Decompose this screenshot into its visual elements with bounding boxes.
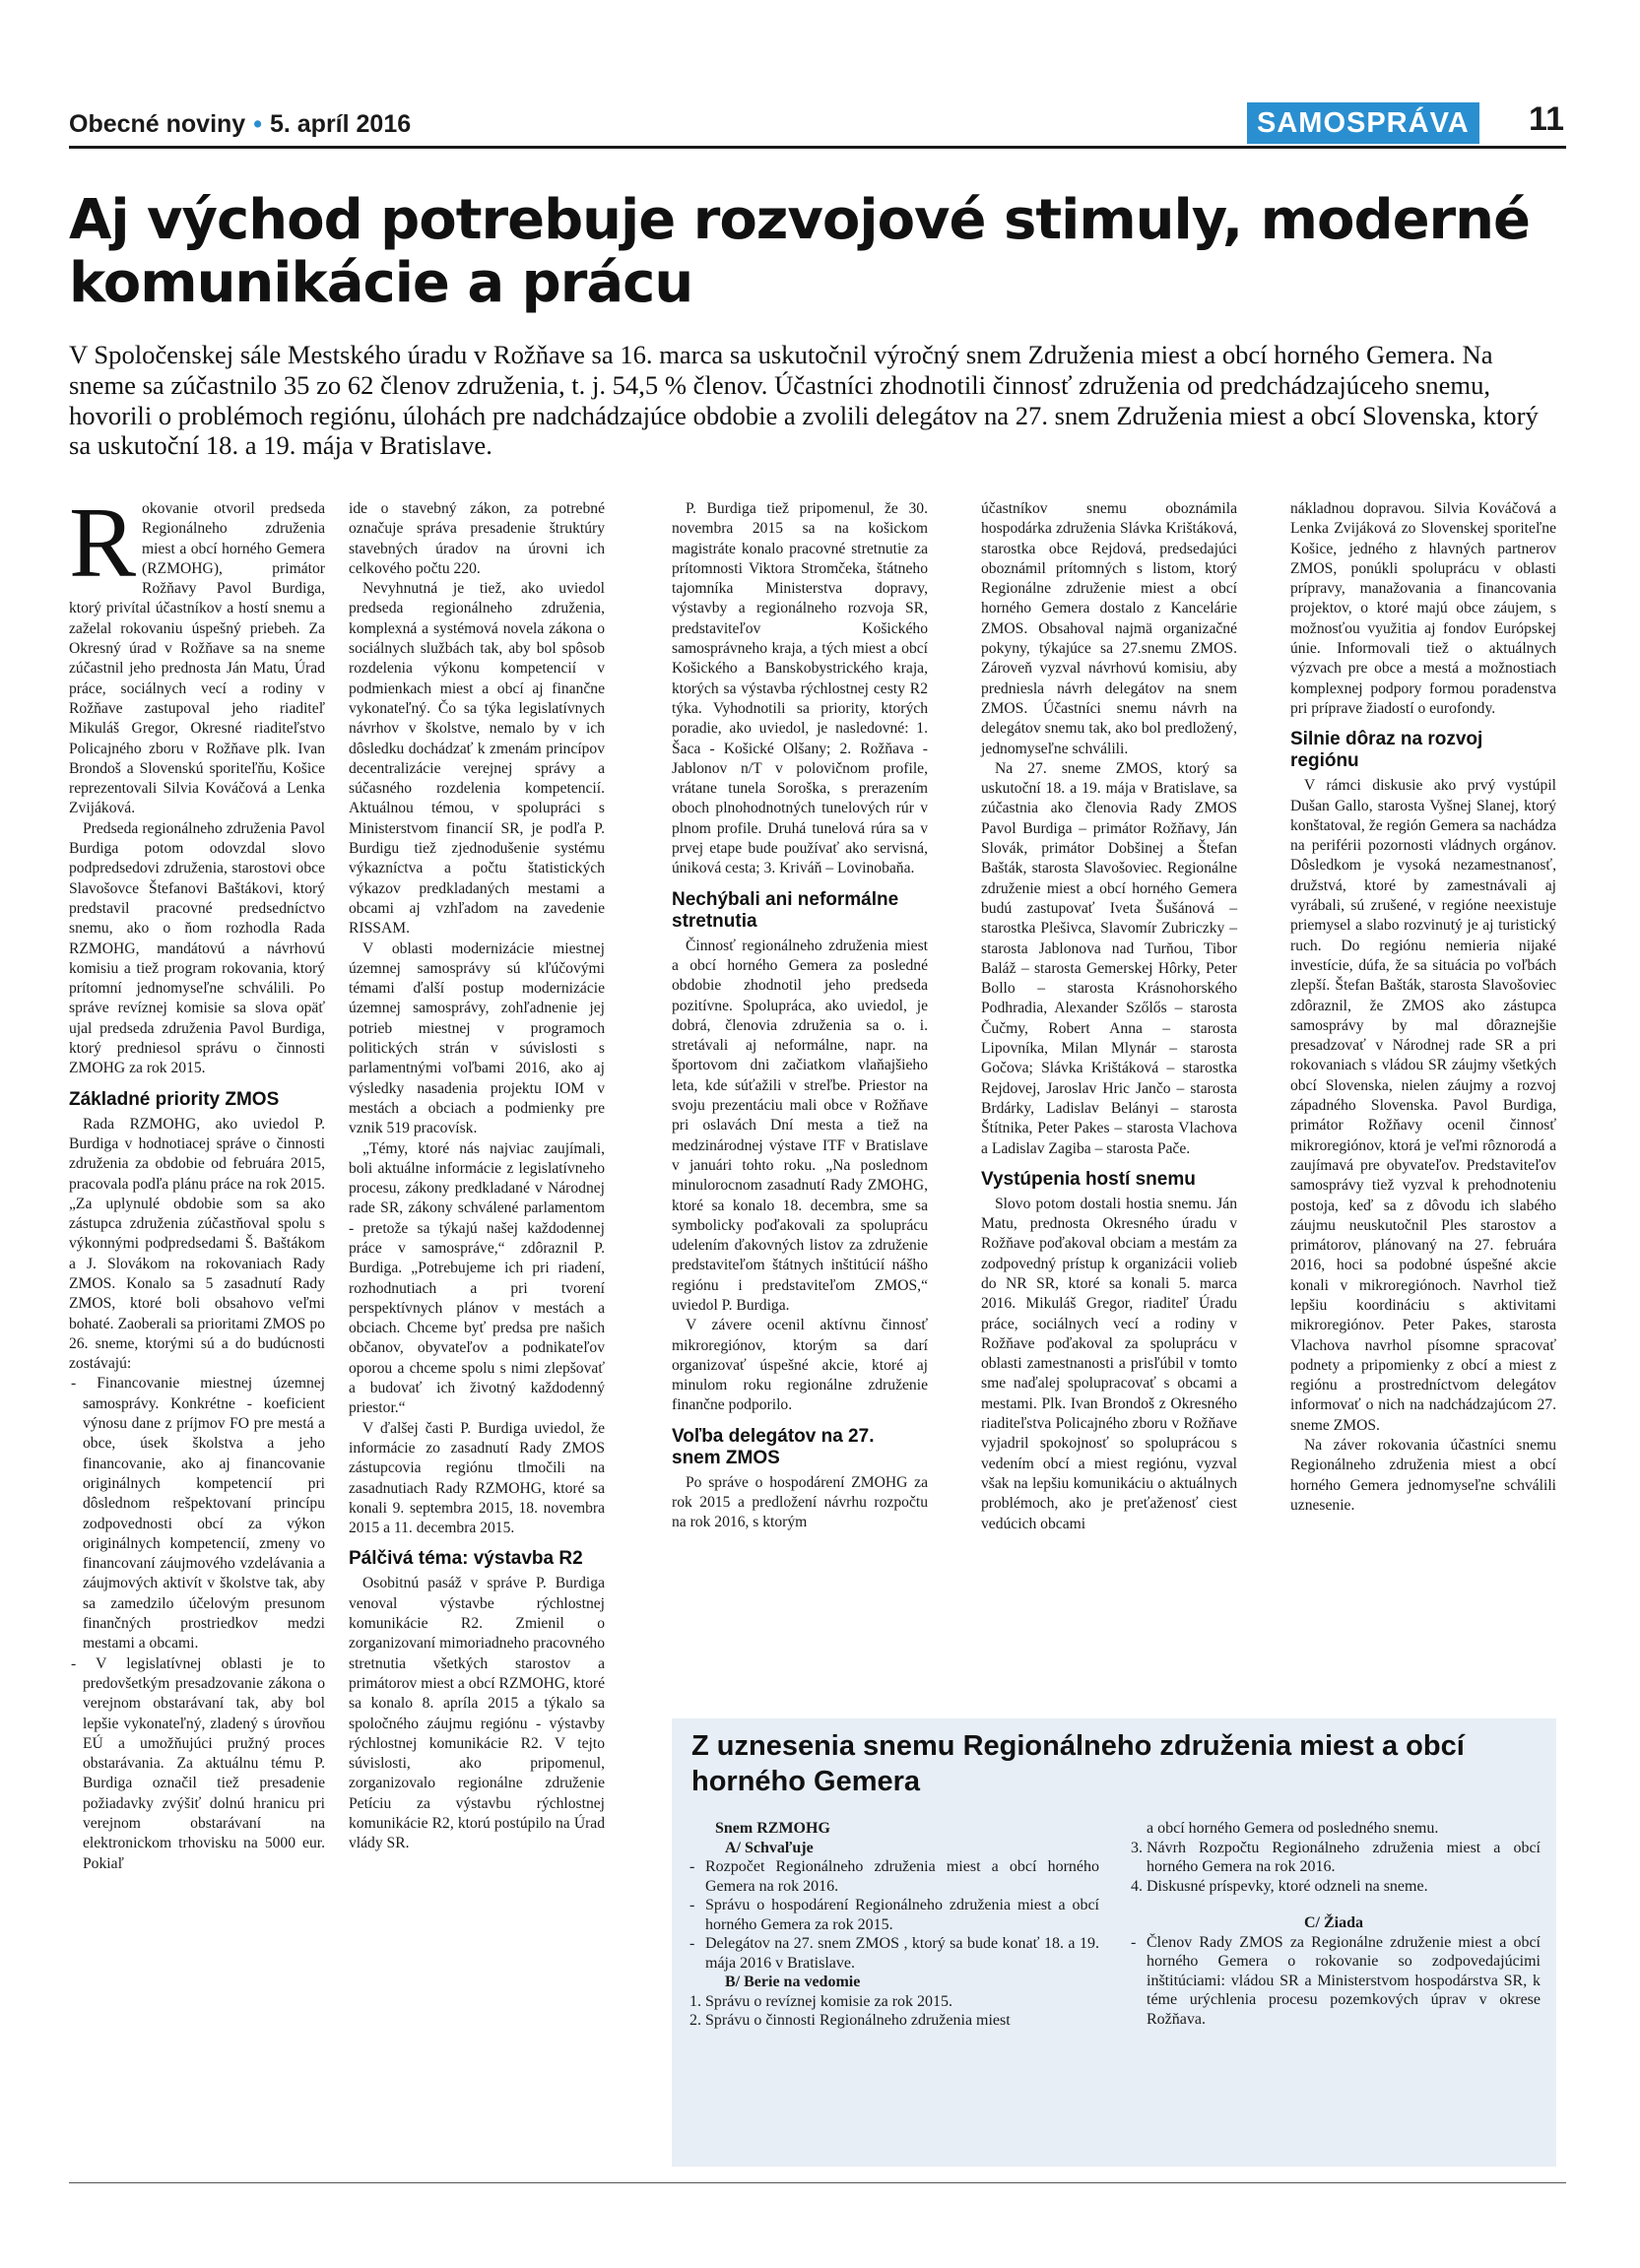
paragraph: V ďalšej časti P. Burdiga uviedol, že informácie zo zasadnutí Rady ZMOS zástupcovia regiónu tlmočili na zasadnutiach Rady RZMOHG, ktoré sa konali 9. septembra 2015, 18. novembra 2015 a 11. decembra 2015.: [349, 1419, 605, 1537]
resolution-column-left: [686, 1819, 1099, 2031]
article-column-3: [672, 499, 928, 1533]
resolution-org: Snem RZMOHG: [715, 1820, 830, 1837]
paper-name: Obecné noviny: [69, 110, 246, 138]
noted-list-continued: [1127, 1839, 1541, 1897]
paragraph: Na záver rokovania účastníci snemu Regionálneho združenia miest a obcí horného Gemera jednomyseľne schválili uznesenie.: [1290, 1437, 1556, 1514]
section-badge: SAMOSPRÁVA: [1247, 102, 1479, 144]
paragraph: „Témy, ktoré nás najviac zaujímali, boli aktuálne informácie z legislatívneho procesu, zákony predkladané v Národnej rade SR, zákony schválené parlamentom - pretože sa týkajú našej každodennej práce v samospráve,“ zdôraznil P. Burdiga. „Potrebujeme ich pri riadení, rozhodnutiach a pri tvorení perspektívnych plánov v mestách a obciach. Chceme byť predsa pre našich občanov, obyvateľov a podnikateľov oporou a chceme spolu s nimi zlepšovať a budovať ich životný každodenný priestor.“: [349, 1139, 605, 1417]
paragraph: Predseda regionálneho združenia Pavol Burdiga potom odovzdal slovo podpredsedovi združenia, starostovi obce Slavošovce Štefanovi Baštákovi, ktorý predstavil pracovné predsedníctvo snemu, ako o ňom rozhodla Rada RZMOHG, mandátovú a návrhovú komisiu a tiež program rokovania, ktorý prítomní jednomyseľne schválili. Po správe revíznej komisie sa slova opäť ujal predseda združenia Pavol Burdiga, ktorý predniesol správu o činnosti ZMOHG za rok 2015.: [69, 819, 325, 1077]
article-column-4: [981, 499, 1237, 1534]
priority-list: [69, 1374, 325, 1873]
subheading: Nechýbali ani neformálne stretnutia: [672, 888, 899, 932]
paragraph: Na 27. sneme ZMOS, ktorý sa uskutoční 18. a 19. mája v Bratislave, sa zúčastnia ako členovia Rady ZMOS Pavol Burdiga – primátor Rožňavy, Ján Slovák, primátor Dobšinej a Štefan Bašták, starosta Slavošoviec. Regionálne združenie miest a obcí horného Gemera budú zastupovať Iveta Šušánová – starostka Plešivca, Slavomír Zubriczky – starosta Jablonova nad Turňou, Tibor Baláž – starosta Gemerskej Hôrky, Peter Bollo – starosta Krásnohorského Podhradia, Alexander Szőlős – starosta Čučmy, Robert Anna – starosta Lipovníka, Milan Mlynár – starosta Gočova; Slávka Krištáková – starostka Rejdovej, Jaroslav Hric Jančo – starosta Brdárky, Ladislav Belányi – starosta Štítnika, Peter Pakes – starosta Vlachova a Ladislav Zagiba – starosta Pače.: [981, 759, 1237, 1157]
list-item: - Financovanie miestnej územnej samosprávy. Konkrétne - koeficient výnosu dane z príjmov FO pre mestá a obce, úsek školstva a jeho financovanie, ako aj financovanie originálnych kompetencií pri dôslednom rešpektovaní princípu zodpovednosti obcí za výkon originálnych kompetencií, zmeny vo financovaní záujmového vzdelávania a záujmových aktivít v školstve tak, aby sa zamedzilo účelovým presunom finančných prostriedkov medzi mestami a obcami.: [69, 1374, 325, 1653]
paragraph-text: okovanie otvoril predseda Regionálneho združenia miest a obcí horného Gemera (RZMOHG), primátor Rožňavy Pavol Burdiga, ktorý privítal účastníkov a hostí snemu a zaželal rokovaniu úspešný priebeh. Za Okresný úrad v Rožňave sa na sneme zúčastnil jeho prednosta Ján Matu, Úrad práce, sociálnych vecí a rodiny v Rožňave zastupoval jeho riaditeľ Mikuláš Gregor, Okresné riaditeľstvo Policajného zboru v Rožňave plk. Ivan Brondoš a Slovenskú sporiteľňu, Košice reprezentovali Silvia Kováčová a Lenka Zvijáková.: [69, 500, 325, 817]
subheading: Vystúpenia hostí snemu: [981, 1168, 1196, 1190]
list-item: 4. Diskusné príspevky, ktoré odzneli na sneme.: [1131, 1877, 1428, 1895]
page-number: 11: [1529, 100, 1564, 138]
subheading: Voľba delegátov na 27. snem ZMOS: [672, 1425, 875, 1468]
article-column-5: [1290, 499, 1556, 1516]
list-item: 3. Návrh Rozpočtu Regionálneho združenia miest a obcí horného Gemera na rok 2016.: [1131, 1839, 1541, 1875]
bottom-rule: [69, 2182, 1566, 2183]
section-label-b: B/ Berie na vedomie: [725, 1974, 861, 1990]
section-label-c: C/ Žiada: [1303, 1914, 1363, 1931]
paragraph: nákladnou dopravou. Silvia Kováčová a Lenka Zvijáková zo Slovenskej sporiteľne Košice, jedného z hlavných partnerov ZMOS, ponúkli spoluprácu v oblasti prípravy, manažovania a financovania projektov, o ktoré majú obce záujem, s možnosťou využitia aj fondov Európskej únie. Informovali tiež o aktuálnych výzvach pre obce a mestá a možnostiach komplexnej podpory formou poradenstva pri príprave žiadostí o eurofondy.: [1290, 500, 1556, 717]
list-item: 2. Správu o činnosti Regionálneho združenia miest: [689, 2012, 1011, 2029]
resolution-box: [672, 1718, 1556, 2167]
paragraph: V rámci diskusie ako prvý vystúpil Dušan Gallo, starosta Vyšnej Slanej, ktorý konštatoval, že región Gemera sa nachádza na periférii pozornosti vládnych orgánov. Dôsledkom je vysoká nezamestnanosť, družstvá, ktoré by zamestnávali aj vyrábali, sú zrušené, v regióne neexistuje priemysel a slabo rozvinutý je aj turistický ruch. Do regiónu nemieria nijaké investície, dúfa, že sa situácia po voľbách zlepší. Štefan Bašták, starosta Slavošoviec zdôraznil, že ZMOS ako zástupca samosprávy by mal dôraznejšie presadzovať v Národnej rade SR a pri rokovaniach s vládou SR záujmy všetkých obcí Slovenska, nielen záujmy a rozvoj západného Slovenska. Pavol Burdiga, primátor Rožňavy ocenil činnosť mikroregiónov, ktorá je veľmi rôznorodá a zaujímavá pre obyvateľov. Predstaviteľov samosprávy tiež vyzval k prehodnoteniu postoja, keď sa z dôvodu ich slabého záujmu neuskutočnil Ples starostov a primátorov, plánovaný na 27. februára 2016, hoci sa podobné úspešné akcie konali v mikroregiónoch. Navrhol tiež lepšiu koordináciu s aktivitami mikroregiónov. Peter Pakes, starosta Vlachova navrhol písomne spracovať podnety a pripomienky z obcí a miest z regiónu a prostredníctvom delegátov informovať o nich na nadchádzajúcom 27. sneme ZMOS.: [1290, 777, 1556, 1434]
subheading: Pálčivá téma: výstavba R2: [349, 1548, 583, 1570]
paragraph: Osobitnú pasáž v správe P. Burdiga venoval výstavbe rýchlostnej komunikácie R2. Zmienil o zorganizovaní mimoriadneho pracovného stretnutia všetkých starostov a primátorov miest a obcí RZMOHG, ktoré sa konalo 8. apríla 2015 a týkalo sa spoločného záujmu regiónu - výstavby rýchlostnej komunikácie R2. V tejto súvislosti, ako pripomenul, zorganizovalo regionálne združenie Petíciu za výstavbu rýchlostnej komunikácie R2, ktorú postúpilo na Úrad vlády SR.: [349, 1575, 605, 1852]
subheading: Základné priority ZMOS: [69, 1088, 280, 1110]
paragraph: Po správe o hospodárení ZMOHG za rok 2015 a predložení návrhu rozpočtu na rok 2016, s ktorým: [672, 1473, 928, 1531]
page-header: [69, 98, 1566, 152]
paragraph: účastníkov snemu oboznámila hospodárka združenia Slávka Krištáková, starostka obce Rejdová, predsedajúci oboznámil prítomných s listom, ktorý Regionálne združenie miest a obcí horného Gemera dostalo z Kancelárie ZMOS. Obsahoval najmä organizačné pokyny, týkajúce sa 27.snemu ZMOS. Zároveň vyzval návrhovú komisiu, aby predniesla návrh delegátov na snem ZMOS. Účastníci snemu návrh na delegátov snemu tak, ako bol predložený, jednomyseľne schválili.: [981, 500, 1237, 757]
separator-dot: •: [253, 110, 262, 138]
issue-date: 5. apríl 2016: [269, 110, 412, 138]
approved-list: [686, 1857, 1099, 1973]
section-label-a: A/ Schvaľuje: [725, 1839, 814, 1856]
article-headline: Aj východ potrebuje rozvojové stimuly, moderné komunikácie a prácu: [69, 188, 1531, 315]
paragraph: P. Burdiga tiež pripomenul, že 30. novembra 2015 sa na košickom magistráte konalo pracovné stretnutie za prítomnosti Viktora Stromčeka, štátneho tajomníka Ministerstva dopravy, výstavby a regionálneho rozvoja SR, predstaviteľov Košického samosprávneho kraja, a tých miest a obcí Košického a Banskobystrického kraja, ktorých sa výstavba rýchlostnej cesty R2 týka. Vyhodnotili sa priority, ktorých poradie, ako uviedol, je nasledovné: 1. Šaca - Košické Olšany; 2. Rožňava - Jablonov n/T v polovičnom profile, vrátane tunela Soroška, s prerazením oboch plnohodnotných tunelových rúr v plnom profile. Druhá tunelová rúra sa v prvej etape bude používať ako servisná, úniková cesta; 3. Kriváň – Lovinobaňa.: [672, 500, 928, 877]
list-item: - Delegátov na 27. snem ZMOS , ktorý sa bude konať 18. a 19. mája 2016 v Bratislave.: [689, 1935, 1099, 1972]
subheading: Silnie dôraz na rozvoj regiónu: [1290, 729, 1483, 772]
masthead: [69, 110, 411, 139]
list-item: 1. Správu o revíznej komisie za rok 2015.: [689, 1992, 953, 2010]
paragraph: Slovo potom dostali hostia snemu. Ján Matu, prednosta Okresného úradu v Rožňave poďakoval obciam a mestám za zodpovedný prístup k organizácii volieb do NR SR, ktoré sa konali 5. marca 2016. Mikuláš Gregor, riaditeľ Úradu práce, sociálnych vecí a rodiny v Rožňave poďakoval za spoluprácu v oblasti zamestnanosti a prisľúbil v tomto sme naďalej spolupracovať s obcami a mestami. Plk. Ivan Brondoš z Okresného riaditeľstva Policajného zboru v Rožňave vyjadril spokojnosť so spoluprácou s vedením obcí a miest regiónu, vyzval však na lepšiu komunikáciu o aktuálnych problémoch, ako je preťaženosť ciest vedúcich obcami: [981, 1195, 1237, 1532]
list-item-continuation: a obcí horného Gemera od posledného snemu.: [1147, 1820, 1439, 1837]
paragraph: V závere ocenil aktívnu činnosť mikroregiónov, ktorým sa darí organizovať úspešné akcie, ktoré aj minulom roku regionálne združenie finančne podporilo.: [672, 1317, 928, 1414]
drop-cap: R: [69, 487, 137, 599]
paragraph: Nevyhnutná je tiež, ako uviedol predseda regionálneho združenia, komplexná a systémová novela zákona o sociálnych službách tak, aby bol spôsob rozdelenia výkonu kompetencií v podmienkach miest a obcí aj finančne vykonateľný. Čo sa týka legislatívnych návrhov v školstve, nemalo by v ich dôsledku dochádzať k zmenám princípov decentralizácie verejnej správy a súčasného rozdelenia kompetencií. Aktuálnou témou, v spolupráci s Ministerstvom financií SR, je podľa P. Burdigu tiež zjednodušenie systému výkazníctva a počtu štatistických výkazov predkladaných mestami a obcami aj vzhľadom na zavedenie RISSAM.: [349, 580, 605, 938]
list-item: - Správu o hospodárení Regionálneho združenia miest a obcí horného Gemera za rok 2015.: [689, 1897, 1099, 1933]
paragraph: V oblasti modernizácie miestnej územnej samosprávy sú kľúčovými témami ďalší postup modernizácie územnej samosprávy, zohľadnenie jej potrieb miestnej v programoch politických strán v súvislosti s parlamentnými voľbami 2016, ako aj výsledky nasadenia projektu IOM v mestách a obciach a podmienky pre vznik 519 pracovísk.: [349, 940, 605, 1137]
list-item: - V legislatívnej oblasti je to predovšetkým presadzovanie zákona o verejnom obstarávaní tak, aby bol lepšie vykonateľný, zladený s úrovňou EÚ a umožňujúci pružný proces obstarávania. Za aktuálnu tému P. Burdiga označil tiež presadenie požiadavky zvýšiť dolnú hranicu pri verejnom obstarávaní na elektronickom trhovisku na 5000 eur. Pokiaľ: [69, 1654, 325, 1874]
article-lead: V Spoločenskej sále Mestského úradu v Rožňave sa 16. marca sa uskutočnil výročný snem Združenia miest a obcí horného Gemera. Na sneme sa zúčastnilo 35 zo 62 členov združenia, t. j. 54,5 % členov. Účastníci zhodnotili činnosť združenia od predchádzajúceho snemu, hovorili o problémoch regiónu, úlohách pre nadchádzajúce obdobie a zvolili delegátov na 27. snem Združenia miest a obcí Slovenska, ktorý sa uskutoční 18. a 19. mája v Bratislave.: [69, 340, 1539, 461]
article-column-1: [69, 487, 326, 1874]
list-item: - Rozpočet Regionálneho združenia miest a obcí horného Gemera na rok 2016.: [689, 1858, 1099, 1895]
paragraph: [69, 487, 325, 819]
paragraph: Rada RZMOHG, ako uviedol P. Burdiga v hodnotiacej správe o činnosti združenia za obdobie od februára 2015, pracovala podľa plánu práce na rok 2015. „Za uplynulé obdobie som sa ako zástupca združenia zúčastňoval spolu s výkonnými podpredsedami Š. Baštákom a J. Slovákom na rokovaniach Rady ZMOS. Konalo sa 5 zasadnutí Rady ZMOS, ktoré boli obsahovo veľmi bohaté. Zaoberali sa prioritami ZMOS po 26. sneme, ktorými sú a do budúcnosti zostávajú:: [69, 1115, 325, 1373]
article-column-2: [349, 499, 605, 1854]
paragraph: Činnosť regionálneho združenia miest a obcí horného Gemera za posledné obdobie zhodnotil jeho predseda pozitívne. Spolupráca, ako uviedol, je dobrá, členovia združenia sa o. i. stretávali aj neformálne, napr. na športovom dni začiatkom vlaňajšieho leta, kde súťažili v streľbe. Priestor na svoju prezentáciu mali obce v Rožňave pri oslavách Dní mesta a tiež na medzinárodnej výstave ITF v Bratislave v januári tohto roku. „Na poslednom minulorocnom zasadnutí Rady ZMOHG, ktoré sa konalo 18. decembra, sme sa symbolicky poďakovali za spoluprácu udelením ďakovných listov za združenie predstaviteľom štátnych inštitúcií nášho regiónu i predstaviteľom ZMOS,“ uviedol P. Burdiga.: [672, 937, 928, 1314]
resolution-column-right: [1127, 1819, 1541, 2029]
header-rule: [69, 146, 1566, 149]
requested-list: [1127, 1933, 1541, 2030]
noted-list: [686, 1992, 1099, 2031]
paragraph: ide o stavebný zákon, za potrebné označuje správa presadenie štruktúry stavebných úradov na úrovni ich celkového počtu 220.: [349, 500, 605, 577]
list-item: - Členov Rady ZMOS za Regionálne združenie miest a obcí horného Gemera o rokovanie so zodpovedajúcimi inštitúciami: vládou SR a Ministerstvom hospodárstva SR, k téme urýchlenia procesu pozemkových úprav v okrese Rožňava.: [1131, 1933, 1541, 2028]
resolution-box-title: Z uznesenia snemu Regionálneho združenia miest a obcí horného Gemera: [691, 1730, 1465, 1797]
